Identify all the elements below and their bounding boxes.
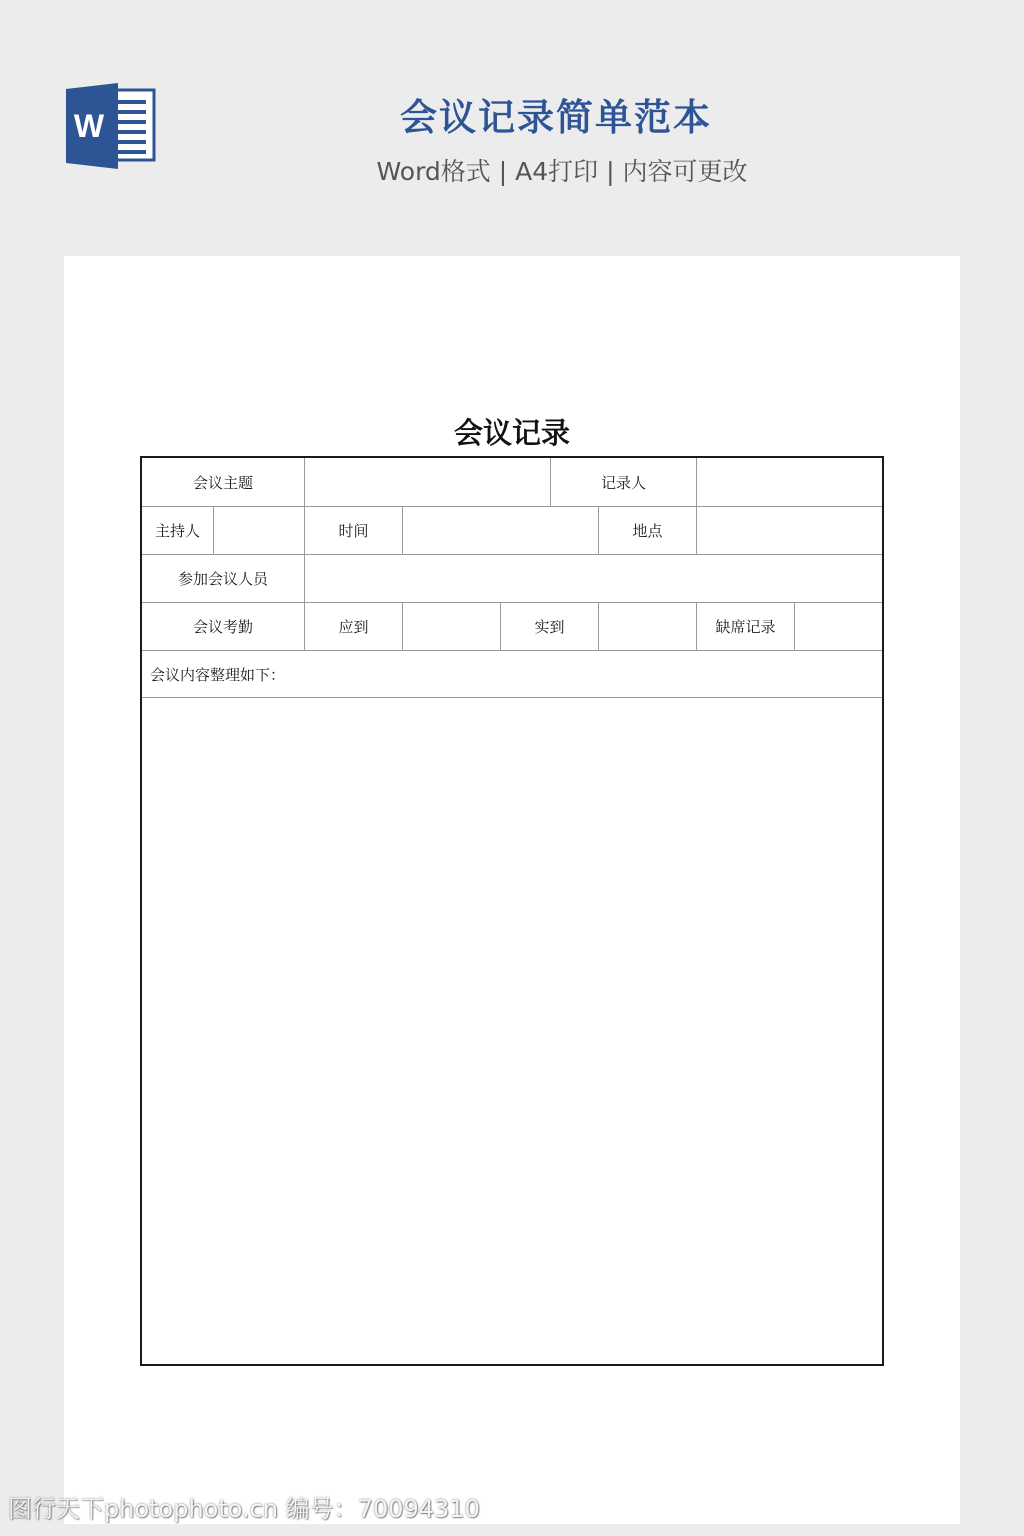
recorder-label: 记录人 xyxy=(600,473,646,492)
page-title: 会议记录简单范本 xyxy=(400,96,712,139)
absent-record-label: 缺席记录 xyxy=(715,618,776,636)
meeting-topic-field[interactable] xyxy=(305,458,550,506)
meeting-notes-area[interactable] xyxy=(142,698,882,1364)
page-subtitle: Word格式 | A4打印 | 内容可更改 xyxy=(376,157,748,186)
time-label: 时间 xyxy=(338,522,369,540)
absent-record-field[interactable] xyxy=(795,603,882,650)
host-field[interactable] xyxy=(214,507,304,554)
expected-label: 应到 xyxy=(338,618,369,636)
watermark-text: 图行天下photophoto.cn 编号：70094310 xyxy=(8,1495,480,1523)
meeting-content-label: 会议内容整理如下： xyxy=(150,665,286,684)
participants-label: 参加会议人员 xyxy=(177,570,268,588)
document-title: 会议记录 xyxy=(453,416,570,450)
actual-count-field[interactable] xyxy=(599,603,696,650)
place-field[interactable] xyxy=(697,507,882,554)
actual-label: 实到 xyxy=(534,618,565,636)
recorder-field[interactable] xyxy=(697,458,882,506)
time-field[interactable] xyxy=(403,507,598,554)
meeting-topic-label: 会议主题 xyxy=(192,473,253,492)
expected-count-field[interactable] xyxy=(403,603,500,650)
word-icon-letter: W xyxy=(73,108,105,144)
place-label: 地点 xyxy=(632,522,663,540)
meeting-record-form xyxy=(140,456,884,1366)
host-label: 主持人 xyxy=(154,522,200,540)
participants-field[interactable] xyxy=(305,555,882,602)
attendance-label: 会议考勤 xyxy=(192,618,253,636)
